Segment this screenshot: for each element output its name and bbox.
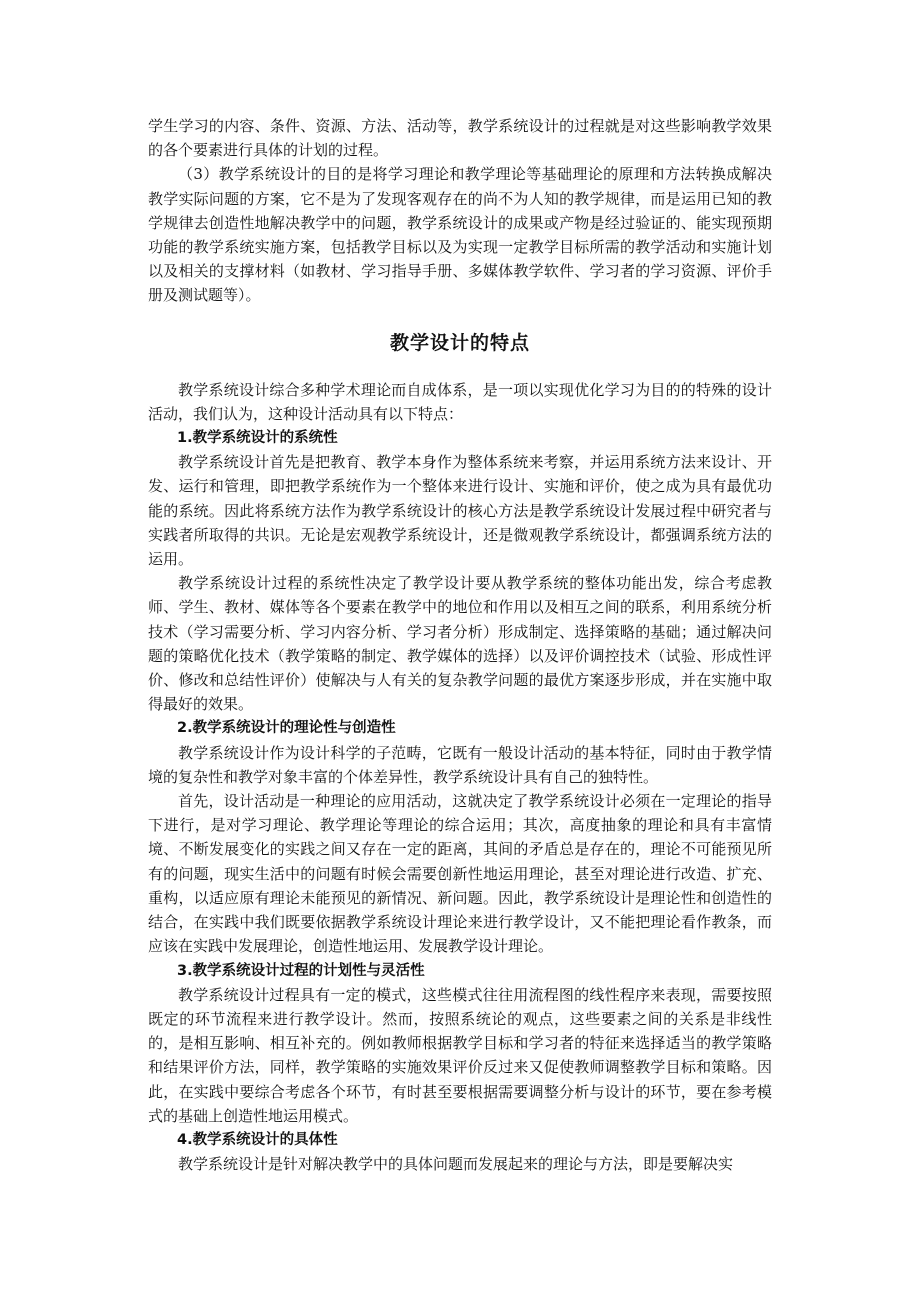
paragraph-purpose: （3）教学系统设计的目的是将学习理论和教学理论等基础理论的原理和方法转换成解决教学实际问题的方案，它不是为了发现客观存在的尚不为人知的教学规律，而是运用已知的教学规律去创造性地解决教学中的问题，教学系统设计的成果或产物是经过验证的、能实现预期功能的教学系统实施方案，包括教学目标以及为实现一定教学目标所需的教学活动和实施计划以及相关的支撑材料（如教材、学习指导手册、多媒体教学软件、学习者的学习资源、评价手册及测试题等）。 bbox=[148, 165, 772, 305]
paragraph-systematic-2: 教学系统设计过程的系统性决定了教学设计要从教学系统的整体功能出发，综合考虑教师、学生、教材、媒体等各个要素在教学中的地位和作用以及相互之间的联系，利用系统分析技术（学习需要分析、学习内容分析、学习者分析）形成制定、选择策略的基础；通过解决问题的策略优化技术（教学策略的制定、教学媒体的选择）以及评价调控技术（试验、形成性评价、修改和总结性评价）使解决与人有关的复杂教学问题的最优方案逐步形成，并在实施中取得最好的效果。 bbox=[148, 574, 772, 714]
subheading-systematic: 1.教学系统设计的系统性 bbox=[177, 430, 338, 447]
paragraph-systematic-1: 教学系统设计首先是把教育、教学本身作为整体系统来考察，并运用系统方法来设计、开发、运行和管理，即把教学系统作为一个整体来进行设计、实施和评价，使之成为具有最优功能的系统。因此将系统方法作为教学系统设计的核心方法是教学系统设计发展过程中研究者与实践者所取得的共识。无论是宏观教学系统设计，还是微观教学系统设计，都强调系统方法的运用。 bbox=[148, 453, 772, 569]
subheading-concreteness: 4.教学系统设计的具体性 bbox=[177, 1131, 338, 1148]
paragraph-concreteness: 教学系统设计是针对解决教学中的具体问题而发展起来的理论与方法，即是要解决实 bbox=[178, 1155, 734, 1174]
subheading-planning-flexibility: 3.教学系统设计过程的计划性与灵活性 bbox=[177, 962, 425, 979]
paragraph-theory-1: 教学系统设计作为设计科学的子范畴，它既有一般设计活动的基本特征，同时由于教学情境的复杂性和教学对象丰富的个体差异性，教学系统设计具有自己的独特性。 bbox=[148, 743, 772, 786]
document-page bbox=[148, 114, 772, 1176]
paragraph-continuation: 学生学习的内容、条件、资源、方法、活动等，教学系统设计的过程就是对这些影响教学效果的各个要素进行具体的计划的过程。 bbox=[148, 117, 772, 160]
paragraph-planning: 教学系统设计过程具有一定的模式，这些模式往往用流程图的线性程序来表现，需要按照既定的环节流程来进行教学设计。然而，按照系统论的观点，这些要素之间的关系是非线性的，是相互影响、相互补充的。例如教师根据教学目标和学习者的特征来选择适当的教学策略和结果评价方法，同样，教学策略的实施效果评价反过来又促使教师调整教学目标和策略。因此，在实践中要综合考虑各个环节，有时甚至要根据需要调整分析与设计的环节，要在参考模式的基础上创造性地运用模式。 bbox=[148, 985, 772, 1125]
paragraph-intro: 教学系统设计综合多种学术理论而自成体系，是一项以实现优化学习为目的的特殊的设计活动，我们认为，这种设计活动具有以下特点： bbox=[148, 380, 772, 423]
subheading-theory-creativity: 2.教学系统设计的理论性与创造性 bbox=[177, 720, 396, 737]
paragraph-theory-2: 首先，设计活动是一种理论的应用活动，这就决定了教学系统设计必须在一定理论的指导下进行，是对学习理论、教学理论等理论的综合运用；其次，高度抽象的理论和具有丰富情境、不断发展变化的实践之间又存在一定的距离，其间的矛盾总是存在的，理论不可能预见所有的问题，现实生活中的问题有时候会需要创新性地运用理论，甚至对理论进行改造、扩充、重构，以适应原有理论未能预见的新情况、新问题。因此，教学系统设计是理论性和创造性的结合，在实践中我们既要依据教学系统设计理论来进行教学设计，又不能把理论看作教条，而应该在实践中发展理论，创造性地运用、发展教学设计理论。 bbox=[148, 792, 772, 956]
section-heading: 教学设计的特点 bbox=[389, 331, 530, 354]
